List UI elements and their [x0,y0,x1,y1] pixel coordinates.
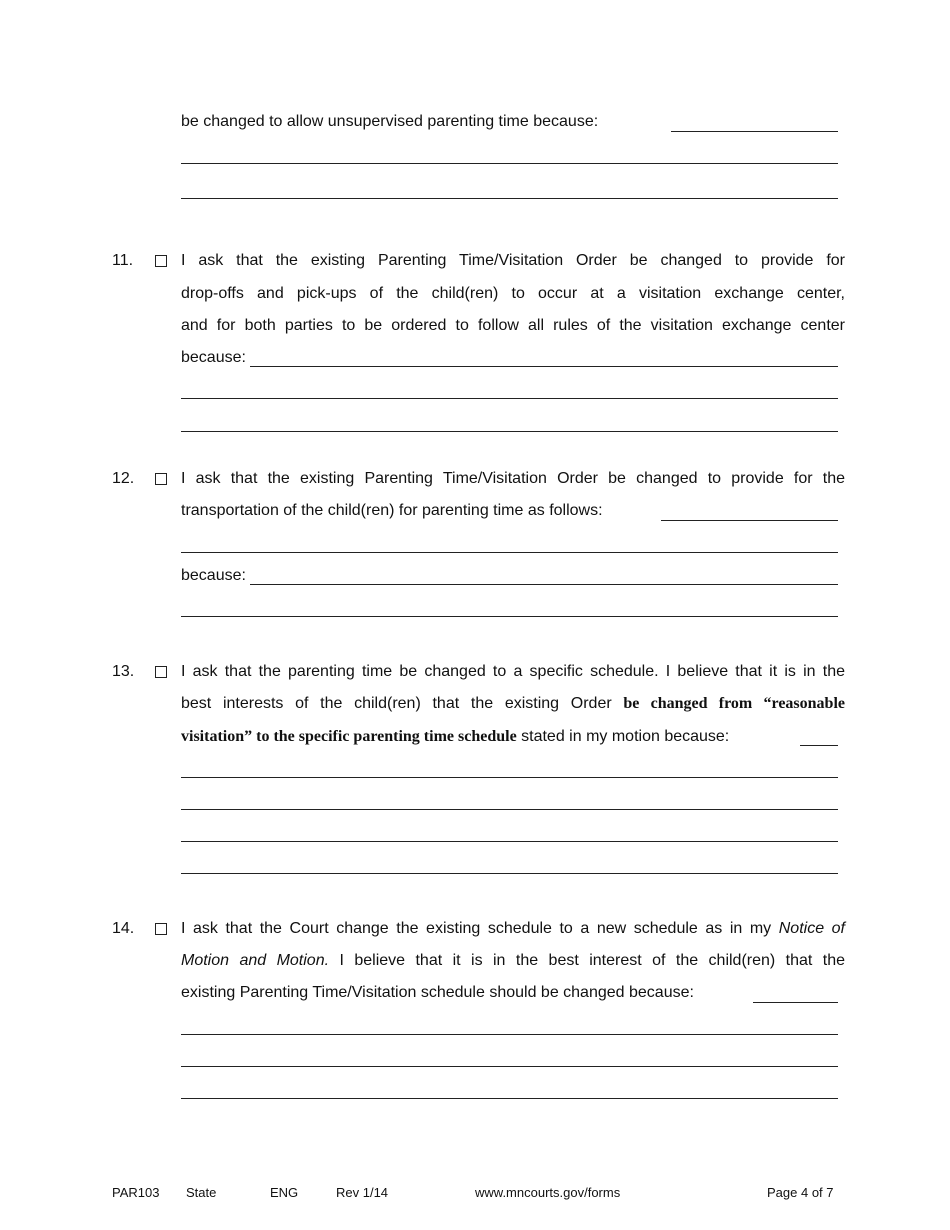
item14-line1-regular: I ask that the Court change the existing schedule to a new schedule as in my [181,920,772,937]
item11-number: 11. [112,252,134,269]
footer-language: ENG [270,1185,299,1200]
item12-because-label: because: [181,567,246,584]
item14-line2 [181,951,845,971]
footer-page-number: Page 4 of 7 [767,1185,834,1200]
item11-because-label: because: [181,349,246,366]
item13-line3-regular: stated in my motion because: [521,728,730,745]
item14-answer-line-1[interactable] [753,1002,838,1003]
item12-line1: I ask that the existing Parenting Time/Visitation Order be changed to provide for the [181,470,845,487]
item14-answer-line-4[interactable] [181,1098,838,1099]
item11-answer-line-3[interactable] [181,431,838,432]
item13-answer-line-4[interactable] [181,841,838,842]
item13-line3-bold: visitation” to the specific parenting time schedule [181,728,517,745]
item10-answer-line-2[interactable] [181,163,838,164]
item14-line2-italic: Motion and Motion. [181,952,330,969]
item13-line2 [181,694,845,714]
item13-number: 13. [112,663,135,680]
item12-line2: transportation of the child(ren) for parenting time as follows: [181,502,603,519]
item14-line1-italic: Notice of [778,920,845,937]
footer-form-code: PAR103 [112,1185,160,1200]
item13-line1: I ask that the parenting time be changed to a specific schedule. I believe that it is in the [181,663,845,680]
item14-line1 [181,919,845,939]
item14-checkbox[interactable] [155,923,167,935]
footer-revision: Rev 1/14 [336,1185,389,1200]
item11-line2: drop-offs and pick-ups of the child(ren) to occur at a visitation exchange center, [181,285,845,302]
item14-answer-line-3[interactable] [181,1066,838,1067]
item13-answer-line-1[interactable] [800,745,838,746]
item14-number: 14. [112,920,135,937]
item13-checkbox[interactable] [155,666,167,678]
item13-answer-line-3[interactable] [181,809,838,810]
item11-answer-line-2[interactable] [181,398,838,399]
item11-answer-line-1[interactable] [250,366,838,367]
item14-line2-regular: I believe that it is in the best interest of the child(ren) that the [339,952,846,969]
item12-answer-line-2[interactable] [181,552,838,553]
item12-because-line-1[interactable] [250,584,838,585]
footer-state: State [186,1185,217,1200]
item13-line2-regular: best interests of the child(ren) that the existing Order [181,695,612,712]
item12-because-line-2[interactable] [181,616,838,617]
item11-checkbox[interactable] [155,255,167,267]
item14-line3: existing Parenting Time/Visitation schedule should be changed because: [181,984,694,1001]
item13-line3 [181,727,729,747]
footer-website[interactable]: www.mncourts.gov/forms [475,1185,621,1200]
item13-answer-line-2[interactable] [181,777,838,778]
item11-line1: I ask that the existing Parenting Time/Visitation Order be changed to provide for [181,252,845,269]
item13-line2-bold: be changed from “reasonable [623,695,845,712]
item10-answer-line-1[interactable] [671,131,838,132]
item12-answer-line-1[interactable] [661,520,838,521]
item10-text: be changed to allow unsupervised parenting time because: [181,113,599,130]
item12-number: 12. [112,470,135,487]
item12-checkbox[interactable] [155,473,167,485]
item11-line3: and for both parties to be ordered to follow all rules of the visitation exchange center [181,317,845,334]
item14-answer-line-2[interactable] [181,1034,838,1035]
item13-answer-line-5[interactable] [181,873,838,874]
item10-answer-line-3[interactable] [181,198,838,199]
